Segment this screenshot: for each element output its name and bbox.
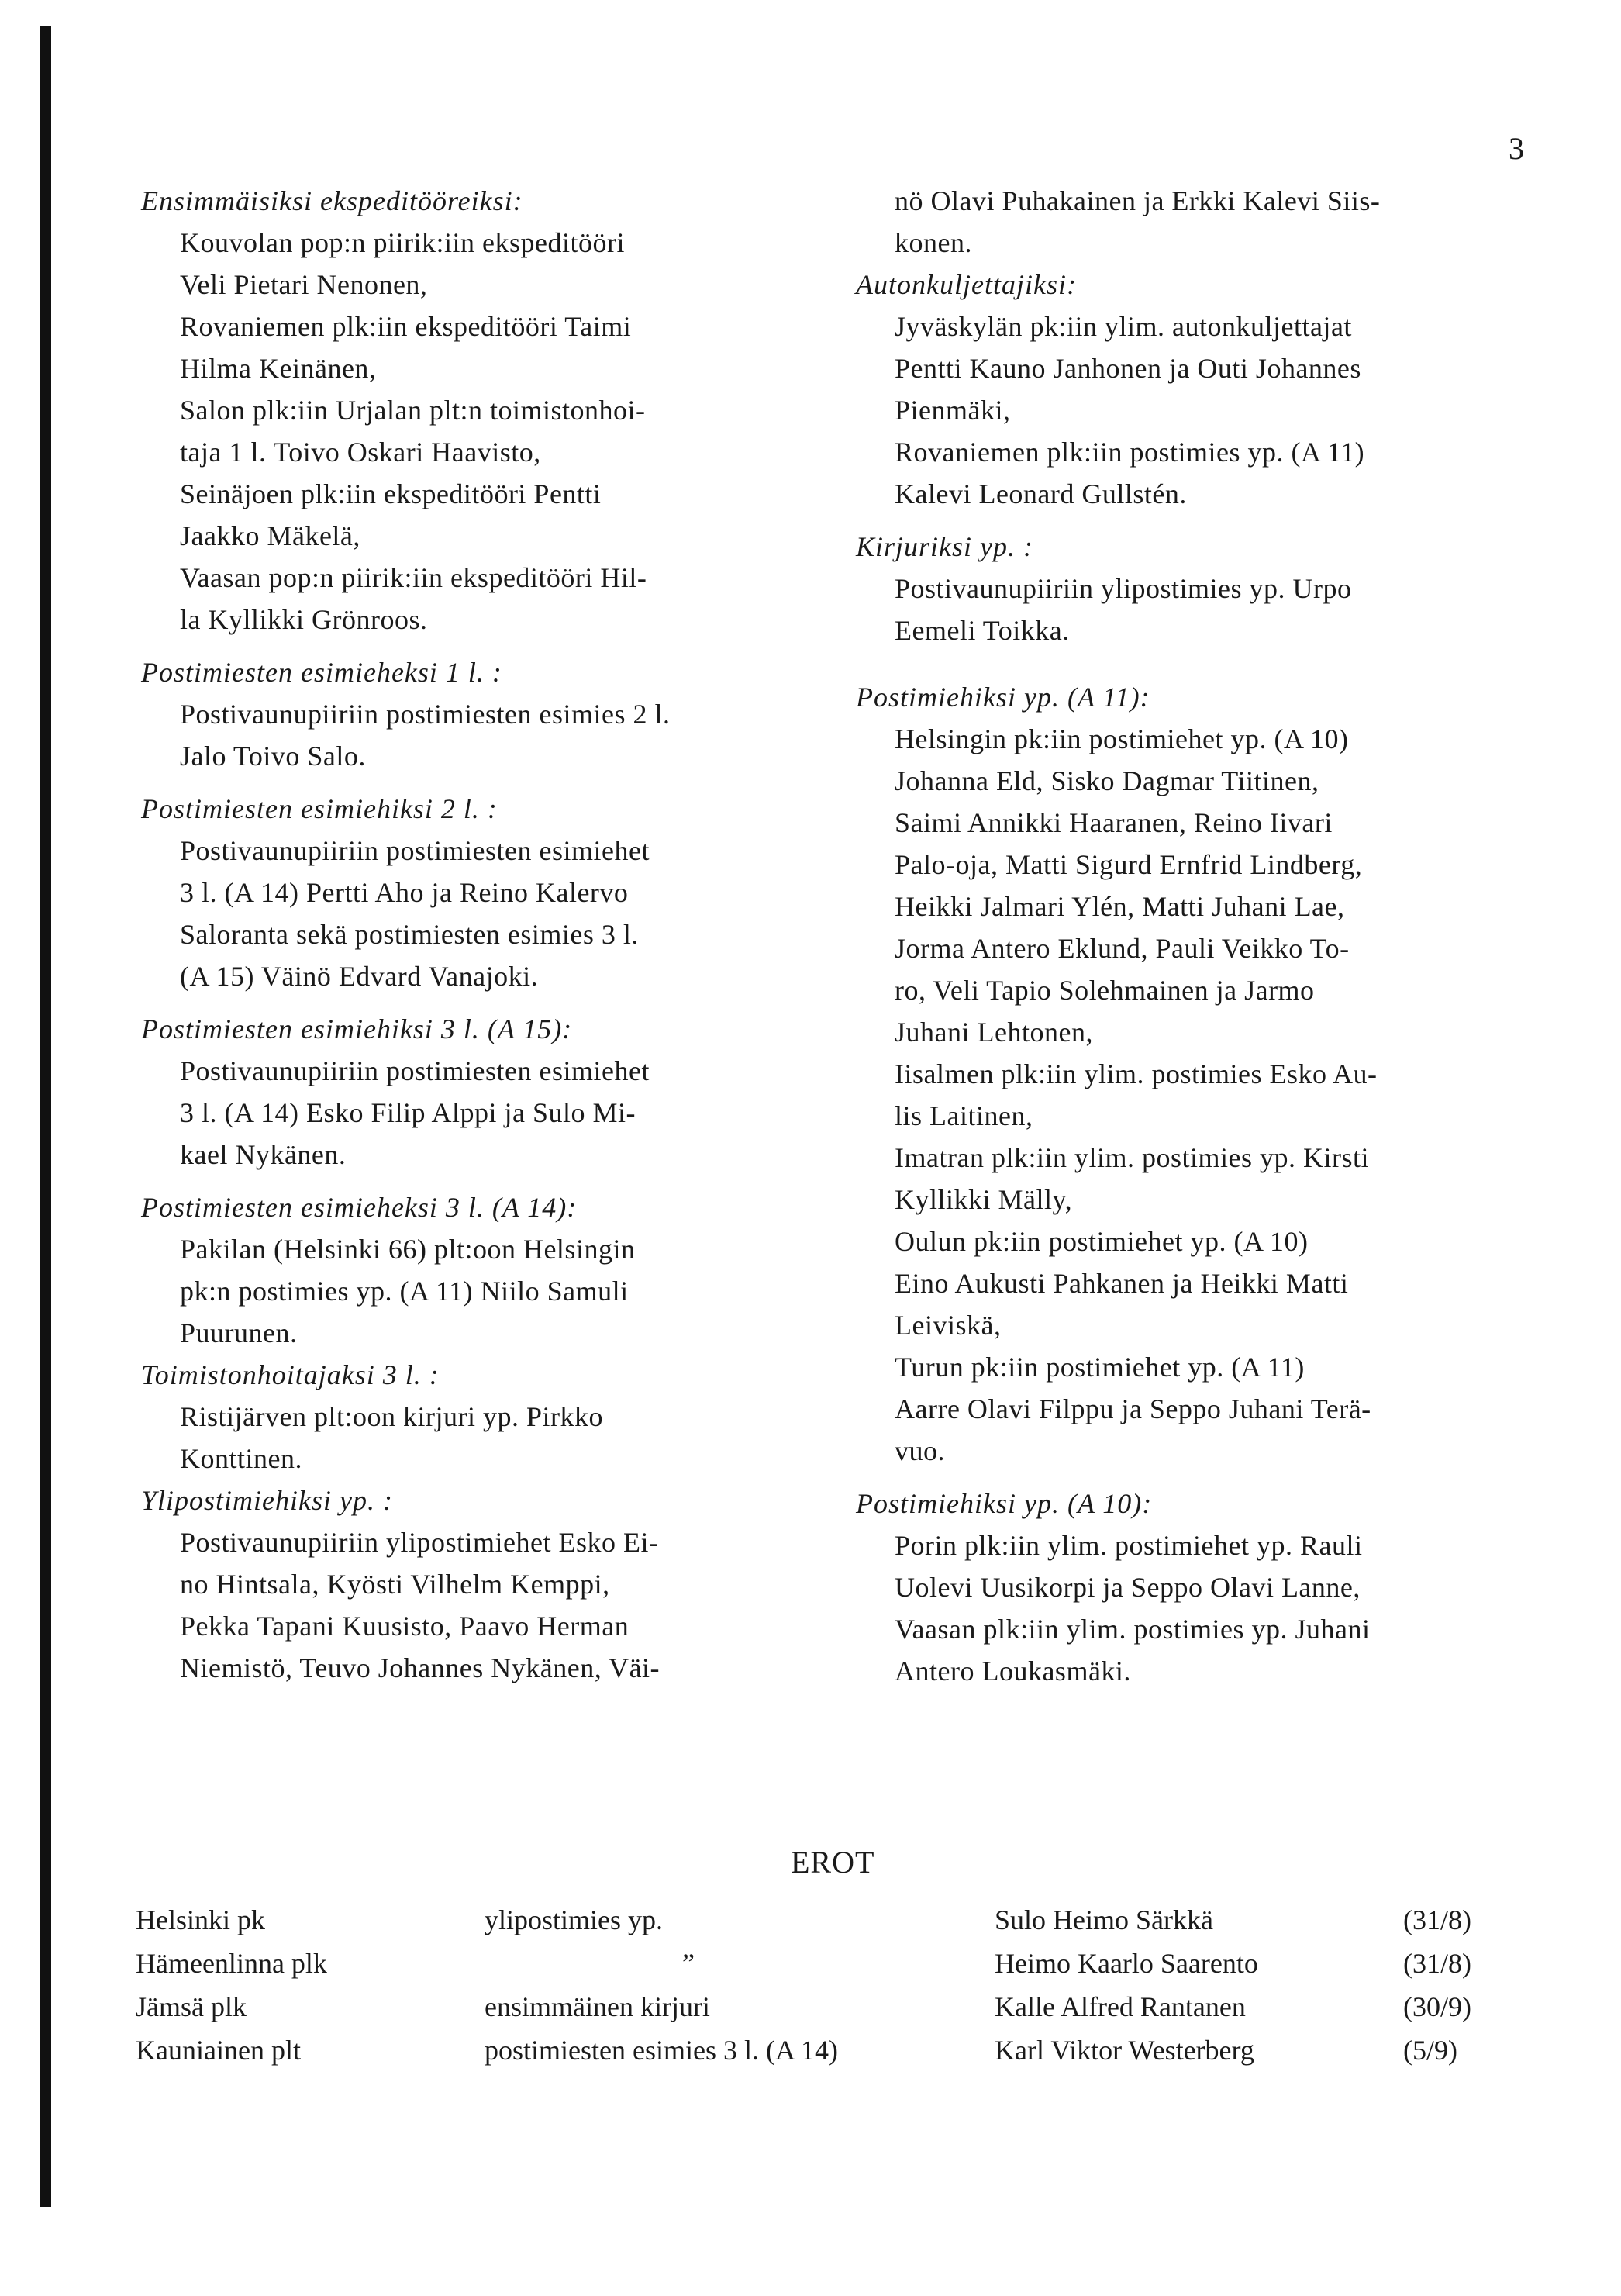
text-line: Postivaunupiiriin postimiesten esimies 2 l. bbox=[180, 699, 671, 730]
erot-date: (5/9) bbox=[1403, 2035, 1457, 2066]
text-line: Jorma Antero Eklund, Pauli Veikko To- bbox=[895, 933, 1350, 964]
text-line: Saimi Annikki Haaranen, Reino Iivari bbox=[895, 807, 1333, 838]
left-column bbox=[141, 180, 816, 1689]
right-column bbox=[856, 180, 1530, 1692]
table-row bbox=[136, 1898, 1531, 1942]
text-line: Palo-oja, Matti Sigurd Ernfrid Lindberg, bbox=[895, 849, 1363, 880]
erot-date: (31/8) bbox=[1403, 1948, 1471, 1979]
erot-title-cell: ensimmäinen kirjuri bbox=[485, 1991, 710, 2022]
text-line: Postivaunupiiriin ylipostimiehet Esko Ei- bbox=[180, 1527, 659, 1558]
text-line: Jalo Toivo Salo. bbox=[180, 741, 366, 772]
text-line: Turun pk:iin postimiehet yp. (A 11) bbox=[895, 1352, 1305, 1383]
erot-date: (30/9) bbox=[1403, 1991, 1471, 2022]
text-line: Juhani Lehtonen, bbox=[895, 1017, 1093, 1048]
text-line: Postivaunupiiriin postimiesten esimiehet bbox=[180, 1055, 650, 1086]
text-line: Pentti Kauno Janhonen ja Outi Johannes bbox=[895, 353, 1361, 384]
section-heading: Toimistonhoitajaksi 3 l. : bbox=[141, 1359, 440, 1390]
section-continuation bbox=[856, 180, 1530, 264]
text-line: Niemistö, Teuvo Johannes Nykänen, Väi- bbox=[180, 1652, 660, 1683]
section-postimiehet-a10 bbox=[856, 1483, 1530, 1692]
text-line: Saloranta sekä postimiesten esimies 3 l. bbox=[180, 919, 639, 950]
section-heading: Postimiehiksi yp. (A 10): bbox=[856, 1488, 1153, 1519]
erot-title-cell: postimiesten esimies 3 l. (A 14) bbox=[485, 2035, 838, 2066]
text-line: pk:n postimies yp. (A 11) Niilo Samuli bbox=[180, 1276, 629, 1307]
text-line: Vaasan plk:iin ylim. postimies yp. Juhani bbox=[895, 1614, 1371, 1645]
text-line: Iisalmen plk:iin ylim. postimies Esko Au- bbox=[895, 1058, 1378, 1089]
section-kirjuri bbox=[856, 526, 1530, 651]
section-autonkuljettajat bbox=[856, 264, 1530, 515]
erot-name: Karl Viktor Westerberg bbox=[995, 2035, 1254, 2066]
erot-title-cell: ylipostimies yp. bbox=[485, 1904, 664, 1935]
text-line: Helsingin pk:iin postimiehet yp. (A 10) bbox=[895, 723, 1349, 754]
text-line: Vaasan pop:n piirik:iin ekspeditööri Hil- bbox=[180, 562, 647, 593]
text-line: Puurunen. bbox=[180, 1317, 298, 1348]
text-line: (A 15) Väinö Edvard Vanajoki. bbox=[180, 961, 539, 992]
section-esimiehet-2 bbox=[141, 788, 816, 997]
text-line: Konttinen. bbox=[180, 1443, 302, 1474]
erot-place: Hämeenlinna plk bbox=[136, 1948, 327, 1979]
section-heading: Autonkuljettajiksi: bbox=[856, 269, 1077, 300]
text-line: Imatran plk:iin ylim. postimies yp. Kirsti bbox=[895, 1142, 1369, 1173]
text-line: lis Laitinen, bbox=[895, 1100, 1033, 1131]
section-ylipostimiehet bbox=[141, 1479, 816, 1689]
section-toimistonhoitaja bbox=[141, 1354, 816, 1479]
text-line: Rovaniemen plk:iin ekspeditööri Taimi bbox=[180, 311, 632, 342]
erot-name: Sulo Heimo Särkkä bbox=[995, 1904, 1213, 1935]
text-line: Jyväskylän pk:iin ylim. autonkuljettajat bbox=[895, 311, 1352, 342]
text-line: Eemeli Toikka. bbox=[895, 615, 1070, 646]
text-line: Veli Pietari Nenonen, bbox=[180, 269, 428, 300]
text-line: Antero Loukasmäki. bbox=[895, 1656, 1131, 1687]
section-heading: Postimiesten esimieheksi 1 l. : bbox=[141, 657, 502, 688]
table-row bbox=[136, 1985, 1531, 2028]
text-line: taja 1 l. Toivo Oskari Haavisto, bbox=[180, 437, 541, 468]
erot-place: Kauniainen plt bbox=[136, 2035, 301, 2066]
text-line: no Hintsala, Kyösti Vilhelm Kemppi, bbox=[180, 1569, 610, 1600]
section-heading: Postimiehiksi yp. (A 11): bbox=[856, 682, 1150, 713]
text-line: Hilma Keinänen, bbox=[180, 353, 377, 384]
text-line: Eino Aukusti Pahkanen ja Heikki Matti bbox=[895, 1268, 1349, 1299]
page-number: 3 bbox=[1509, 131, 1524, 166]
text-line: konen. bbox=[895, 227, 972, 258]
scan-edge-bar bbox=[40, 26, 51, 2207]
text-line: Ristijärven plt:oon kirjuri yp. Pirkko bbox=[180, 1401, 603, 1432]
text-line: Postivaunupiiriin ylipostimies yp. Urpo bbox=[895, 573, 1352, 604]
text-line: vuo. bbox=[895, 1435, 945, 1466]
erot-name: Heimo Kaarlo Saarento bbox=[995, 1948, 1258, 1979]
erot-title-cell: ” bbox=[682, 1948, 695, 1979]
text-line: Leiviskä, bbox=[895, 1310, 1002, 1341]
text-line: Pienmäki, bbox=[895, 395, 1011, 426]
text-line: Salon plk:iin Urjalan plt:n toimistonhoi- bbox=[180, 395, 646, 426]
erot-place: Jämsä plk bbox=[136, 1991, 247, 2022]
text-line: la Kyllikki Grönroos. bbox=[180, 604, 428, 635]
erot-place: Helsinki pk bbox=[136, 1904, 265, 1935]
text-line: Johanna Eld, Sisko Dagmar Tiitinen, bbox=[895, 765, 1319, 796]
text-line: Seinäjoen plk:iin ekspeditööri Pentti bbox=[180, 478, 602, 509]
text-line: Oulun pk:iin postimiehet yp. (A 10) bbox=[895, 1226, 1309, 1257]
section-heading: Postimiesten esimiehiksi 2 l. : bbox=[141, 793, 498, 824]
text-line: Aarre Olavi Filppu ja Seppo Juhani Terä- bbox=[895, 1393, 1371, 1424]
text-line: Kalevi Leonard Gullstén. bbox=[895, 478, 1187, 509]
text-line: Pakilan (Helsinki 66) plt:oon Helsingin bbox=[180, 1234, 636, 1265]
table-row bbox=[136, 1942, 1531, 1985]
erot-table bbox=[136, 1898, 1531, 2072]
erot-heading: EROT bbox=[791, 1845, 875, 1880]
text-line: 3 l. (A 14) Esko Filip Alppi ja Sulo Mi- bbox=[180, 1097, 636, 1128]
text-line: Pekka Tapani Kuusisto, Paavo Herman bbox=[180, 1611, 629, 1642]
erot-date: (31/8) bbox=[1403, 1904, 1471, 1935]
section-ekspeditoorit bbox=[141, 180, 816, 640]
text-line: Porin plk:iin ylim. postimiehet yp. Rauli bbox=[895, 1530, 1363, 1561]
table-row bbox=[136, 2028, 1531, 2072]
section-heading: Ylipostimiehiksi yp. : bbox=[141, 1485, 393, 1516]
text-line: Postivaunupiiriin postimiesten esimiehet bbox=[180, 835, 650, 866]
text-line: nö Olavi Puhakainen ja Erkki Kalevi Siis- bbox=[895, 185, 1381, 216]
text-line: Uolevi Uusikorpi ja Seppo Olavi Lanne, bbox=[895, 1572, 1361, 1603]
text-line: 3 l. (A 14) Pertti Aho ja Reino Kalervo bbox=[180, 877, 629, 908]
section-esimiehet-3-a15 bbox=[141, 1008, 816, 1176]
section-esimies-1 bbox=[141, 651, 816, 777]
text-line: Kouvolan pop:n piirik:iin ekspeditööri bbox=[180, 227, 625, 258]
text-line: Rovaniemen plk:iin postimies yp. (A 11) bbox=[895, 437, 1365, 468]
section-heading: Kirjuriksi yp. : bbox=[856, 531, 1033, 562]
section-heading: Ensimmäisiksi ekspeditööreiksi: bbox=[141, 185, 523, 216]
text-line: ro, Veli Tapio Solehmainen ja Jarmo bbox=[895, 975, 1315, 1006]
erot-name: Kalle Alfred Rantanen bbox=[995, 1991, 1246, 2022]
text-line: Jaakko Mäkelä, bbox=[180, 520, 360, 551]
text-line: kael Nykänen. bbox=[180, 1139, 347, 1170]
section-esimies-3-a14 bbox=[141, 1186, 816, 1354]
section-postimiehet-a11 bbox=[856, 676, 1530, 1472]
text-line: Heikki Jalmari Ylén, Matti Juhani Lae, bbox=[895, 891, 1345, 922]
text-line: Kyllikki Mälly, bbox=[895, 1184, 1073, 1215]
section-heading: Postimiesten esimieheksi 3 l. (A 14): bbox=[141, 1192, 578, 1223]
section-heading: Postimiesten esimiehiksi 3 l. (A 15): bbox=[141, 1013, 573, 1044]
